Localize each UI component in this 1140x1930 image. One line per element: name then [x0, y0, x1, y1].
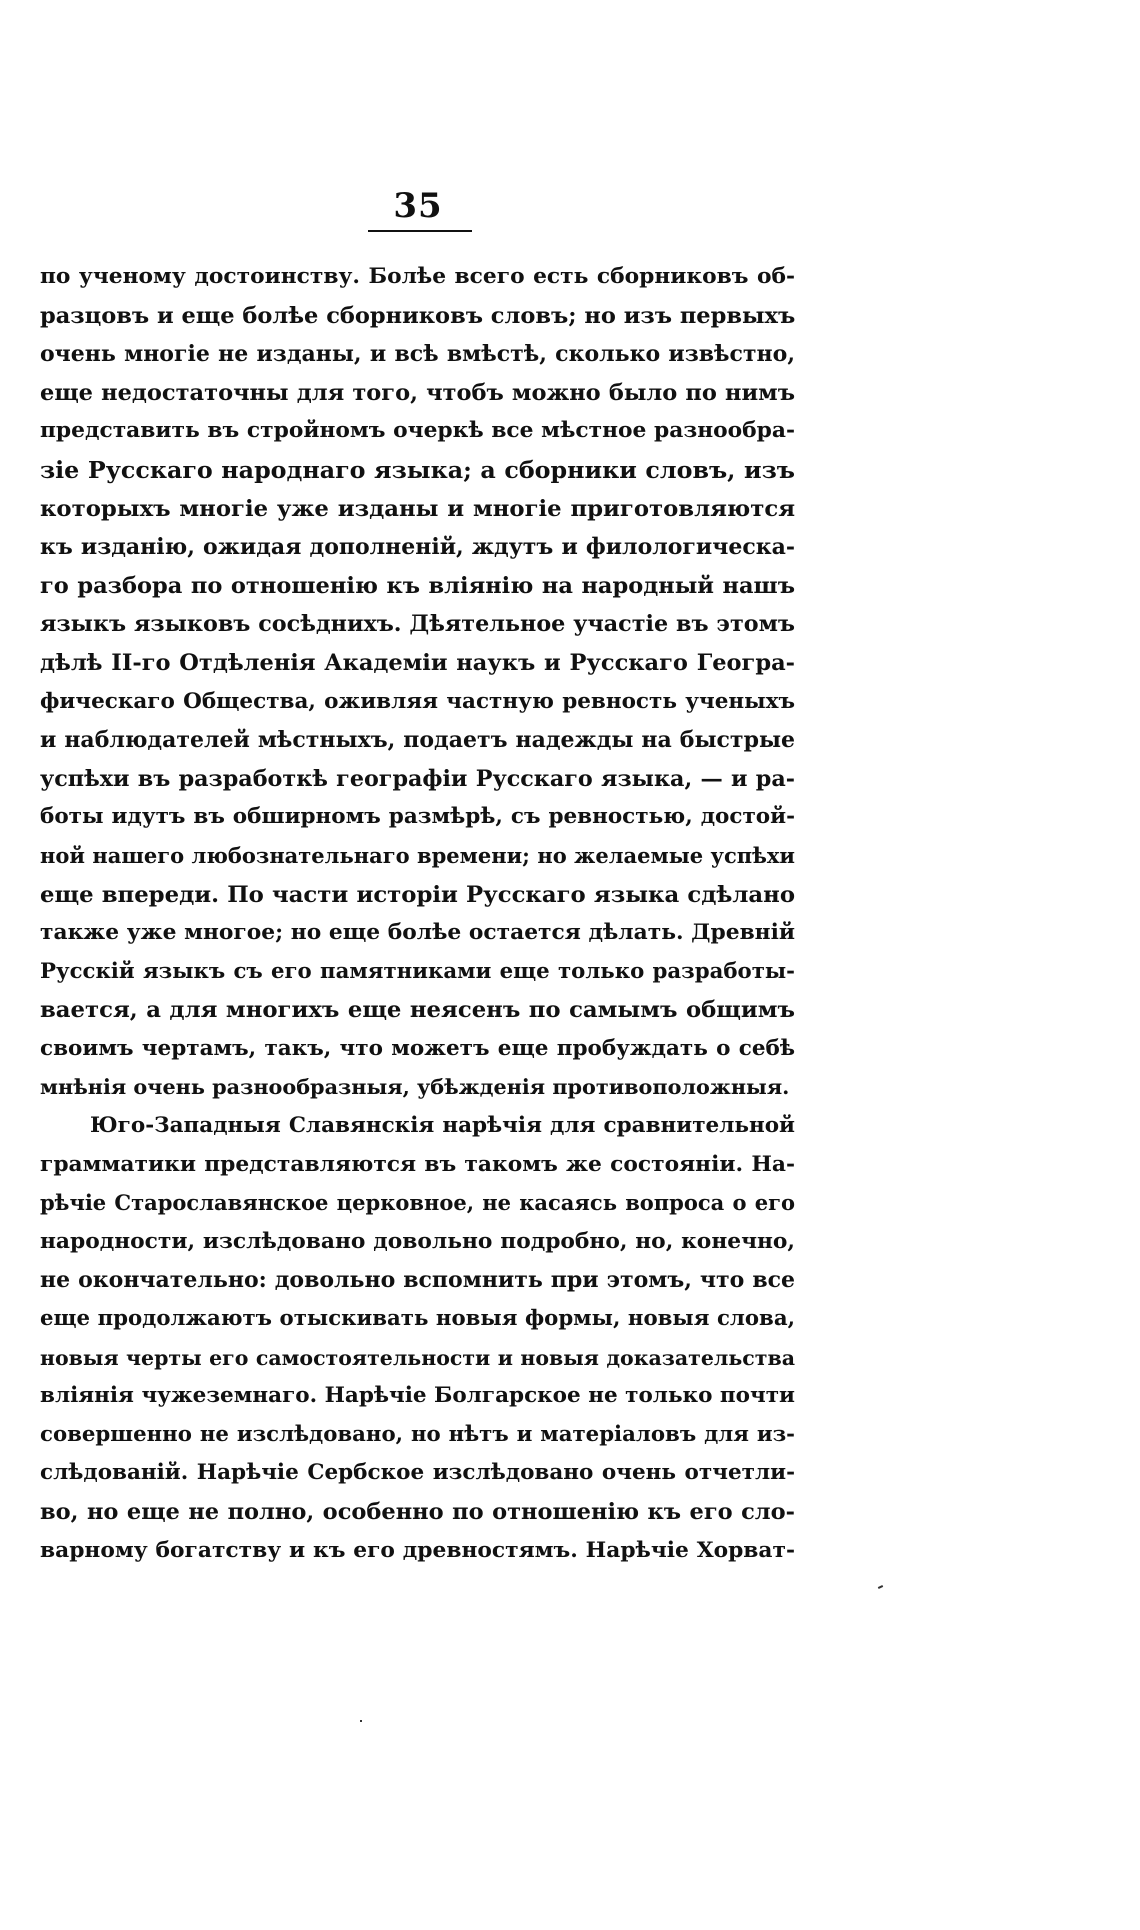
paragraph-1 — [40, 258, 795, 1107]
text-line: фическаго Общества, оживляя частную ревность ученыхъ — [40, 688, 795, 714]
text-line: вается, а для многихъ еще неясенъ по самымъ общимъ — [40, 997, 795, 1024]
text-line: грамматики представляются въ такомъ же состояніи. На- — [40, 1151, 795, 1177]
text-line: вліянія чужеземнаго. Нарѣчіе Болгарское не только почти — [40, 1383, 795, 1409]
text-line: также уже многое; но еще болѣе остается дѣлать. Древній — [40, 920, 795, 946]
text-line: разцовъ и еще болѣе сборниковъ словъ; но изъ первыхъ — [40, 302, 796, 329]
text-line: успѣхи въ разработкѣ географіи Русскаго языка, — и ра- — [40, 765, 795, 792]
text-line: по ученому достоинству. Болѣе всего есть сборниковъ об- — [40, 264, 795, 289]
text-line: совершенно не изслѣдовано, но нѣтъ и матеріаловъ для из- — [40, 1421, 795, 1447]
text-line: не окончательно: довольно вспомнить при этомъ, что все — [40, 1267, 795, 1294]
text-line: представить въ стройномъ очеркѣ все мѣстное разнообра- — [40, 418, 795, 444]
text-line: своимъ чертамъ, такъ, что можетъ еще пробуждать о себѣ — [40, 1035, 795, 1061]
text-line: еще продолжаютъ отыскивать новыя формы, новыя слова, — [40, 1306, 795, 1332]
text-line: и наблюдателей мѣстныхъ, подаетъ надежды на быстрые — [40, 727, 795, 754]
text-line: во, но еще не полно, особенно по отношенію къ его сло- — [40, 1499, 795, 1525]
text-line: зіе Русскаго народнаго языка; а сборники словъ, изъ — [40, 455, 795, 484]
text-line: народности, изслѣдовано довольно подробно, но, конечно, — [40, 1228, 795, 1254]
text-line: которыхъ многіе уже изданы и многіе приготовляются — [40, 495, 795, 522]
scan-speck — [360, 1720, 362, 1722]
body-text — [40, 258, 795, 1570]
text-line: го разбора по отношенію къ вліянію на народный нашъ — [40, 572, 795, 599]
text-line: слѣдованій. Нарѣчіе Сербское изслѣдовано очень отчетли- — [40, 1460, 795, 1486]
text-line: дѣлѣ II-го Отдѣленія Академіи наукъ и Русскаго Геогра- — [40, 649, 795, 676]
scan-speck — [878, 1585, 883, 1589]
text-line: къ изданію, ожидая дополненій, ждутъ и филологическа- — [40, 534, 795, 561]
text-line: еще недостаточны для того, чтобъ можно было по нимъ — [40, 379, 795, 406]
text-line: Русскій языкъ съ его памятниками еще только разработы- — [40, 958, 795, 984]
text-line: еще впереди. По части исторіи Русскаго языка сдѣлано — [40, 881, 795, 908]
text-line: ной нашего любознательнаго времени; но желаемые успѣхи — [40, 842, 795, 868]
text-line: новыя черты его самостоятельности и новыя доказательства — [40, 1345, 795, 1370]
text-line: Юго-Западныя Славянскія нарѣчія для сравнительной — [90, 1113, 795, 1139]
page-number-rule — [368, 230, 472, 232]
text-line: мнѣнія очень разнообразныя, убѣжденія противоположныя. — [40, 1075, 790, 1100]
text-line: варному богатству и къ его древностямъ. Нарѣчіе Хорват- — [40, 1537, 795, 1563]
text-line: очень многіе не изданы, и всѣ вмѣстѣ, сколько извѣстно, — [40, 341, 795, 368]
text-line: языкъ языковъ сосѣднихъ. Дѣятельное участіе въ этомъ — [40, 611, 795, 638]
paragraph-2 — [40, 1107, 795, 1570]
text-line: рѣчіе Старославянское церковное, не касаясь вопроса о его — [40, 1190, 795, 1216]
text-line: боты идутъ въ обширномъ размѣрѣ, съ ревностью, достой- — [40, 804, 795, 830]
page-number: 35 — [393, 186, 443, 226]
